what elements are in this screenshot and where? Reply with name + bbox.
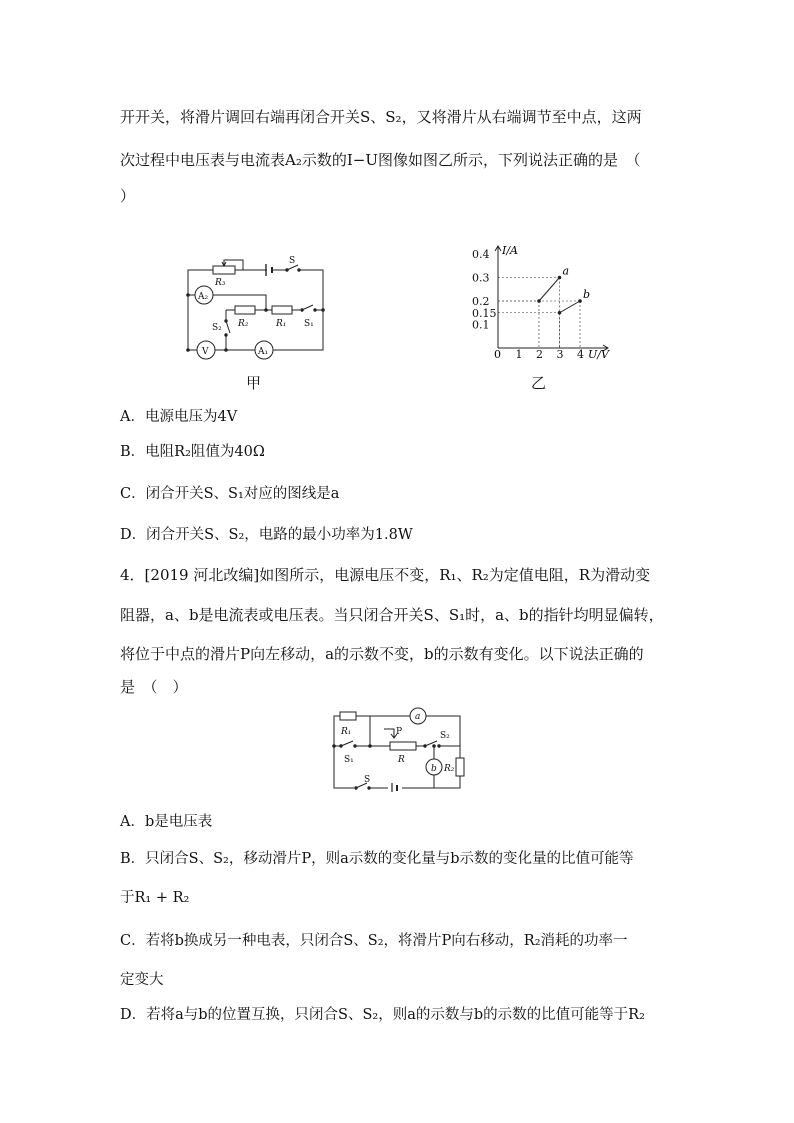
data-point-a [558, 276, 562, 280]
x-axis-label: U/V [588, 348, 609, 361]
q3-option-b: B．电阻R₂阻值为40Ω [120, 444, 265, 460]
circuit-diagram-1 [178, 252, 333, 364]
y-tick-label: 0.3 [472, 271, 490, 285]
data-point-b [558, 311, 562, 315]
label-s1: S₁ [304, 319, 314, 329]
q4-line-2: 阻器，a、b是电流表或电压表。当只闭合开关S、S₁时，a、b的指针均明显偏转， [120, 606, 664, 624]
q3-option-c: C．闭合开关S、S₁对应的图线是a [120, 486, 340, 502]
q4-option-b-line-1: B．只闭合S、S₂，移动滑片P，则a示数的变化量与b示数的变化量的比值可能等 [120, 851, 634, 867]
label-v: V [202, 347, 209, 357]
q4-label-s1: S₁ [344, 755, 354, 765]
q4-option-c-line-1: C．若将b换成另一种电表，只闭合S、S₂，将滑片P向右移动，R₂消耗的功率一 [120, 933, 628, 949]
series-line-a [539, 278, 560, 302]
data-point-a [537, 299, 541, 303]
q3-option-d: D．闭合开关S、S₂，电路的最小功率为1.8W [120, 527, 413, 543]
origin-label: 0 [494, 348, 501, 361]
q4-option-c-line-2: 定变大 [120, 972, 164, 988]
q4-label-a: a [415, 712, 421, 722]
q4-line-4: 是 （ ） [120, 678, 188, 696]
intro-line-2: 次过程中电压表与电流表A₂示数的I−U图像如图乙所示，下列说法正确的是 （ [120, 151, 641, 169]
label-r2: R₂ [238, 319, 249, 329]
label-a2: A₂ [198, 292, 209, 302]
label-s2: S₂ [212, 323, 222, 333]
q4-line-1: 4．[2019 河北改编]如图所示，电源电压不变，R₁、R₂为定值电阻，R为滑动变 [120, 566, 651, 584]
label-r3: R₃ [215, 278, 226, 288]
q4-line-3: 将位于中点的滑片P向左移动，a的示数不变，b的示数有变化。以下说法正确的 [120, 645, 644, 663]
x-tick-label: 4 [577, 348, 584, 361]
q4-option-b-line-2: 于R₁ + R₂ [120, 890, 190, 906]
q4-label-r: R [398, 755, 405, 765]
x-tick-label: 1 [515, 348, 523, 361]
y-axis-label: I/A [502, 244, 518, 257]
label-r1: R₁ [276, 319, 287, 329]
y-tick-label: 0.15 [472, 306, 497, 320]
series-label-b: b [583, 288, 591, 301]
series-line-b [560, 301, 581, 313]
q4-label-s: S [364, 775, 371, 785]
y-tick-label: 0.4 [472, 248, 490, 261]
circuit-diagram-2 [326, 704, 466, 792]
y-tick-label: 0.1 [472, 318, 490, 332]
x-tick-label: 3 [556, 348, 564, 361]
q4-option-d: D．若将a与b的位置互换，只闭合S、S₂，则a的示数与b的示数的比值可能等于R₂ [120, 1007, 645, 1023]
q4-label-r1: R₁ [341, 727, 352, 737]
intro-line-3: ） [120, 187, 136, 205]
caption-right: 乙 [531, 374, 547, 392]
data-point-b [578, 299, 582, 303]
q3-option-a: A．电源电压为4V [120, 409, 238, 425]
q4-label-b: b [431, 764, 437, 774]
q4-label-s2: S₂ [440, 731, 450, 741]
label-a1: A₁ [258, 347, 269, 357]
label-s: S [289, 256, 296, 266]
q4-label-p: P [396, 727, 403, 737]
series-label-a: a [562, 264, 570, 278]
x-tick-label: 2 [536, 348, 543, 361]
caption-left: 甲 [246, 374, 262, 392]
iu-graph [470, 240, 620, 365]
y-tick-label: 0.2 [472, 295, 490, 308]
intro-line-1: 开开关，将滑片调回右端再闭合开关S、S₂，又将滑片从右端调节至中点，这两 [120, 108, 642, 126]
q4-option-a: A．b是电压表 [120, 814, 213, 830]
q4-label-r2: R₂ [444, 764, 455, 774]
